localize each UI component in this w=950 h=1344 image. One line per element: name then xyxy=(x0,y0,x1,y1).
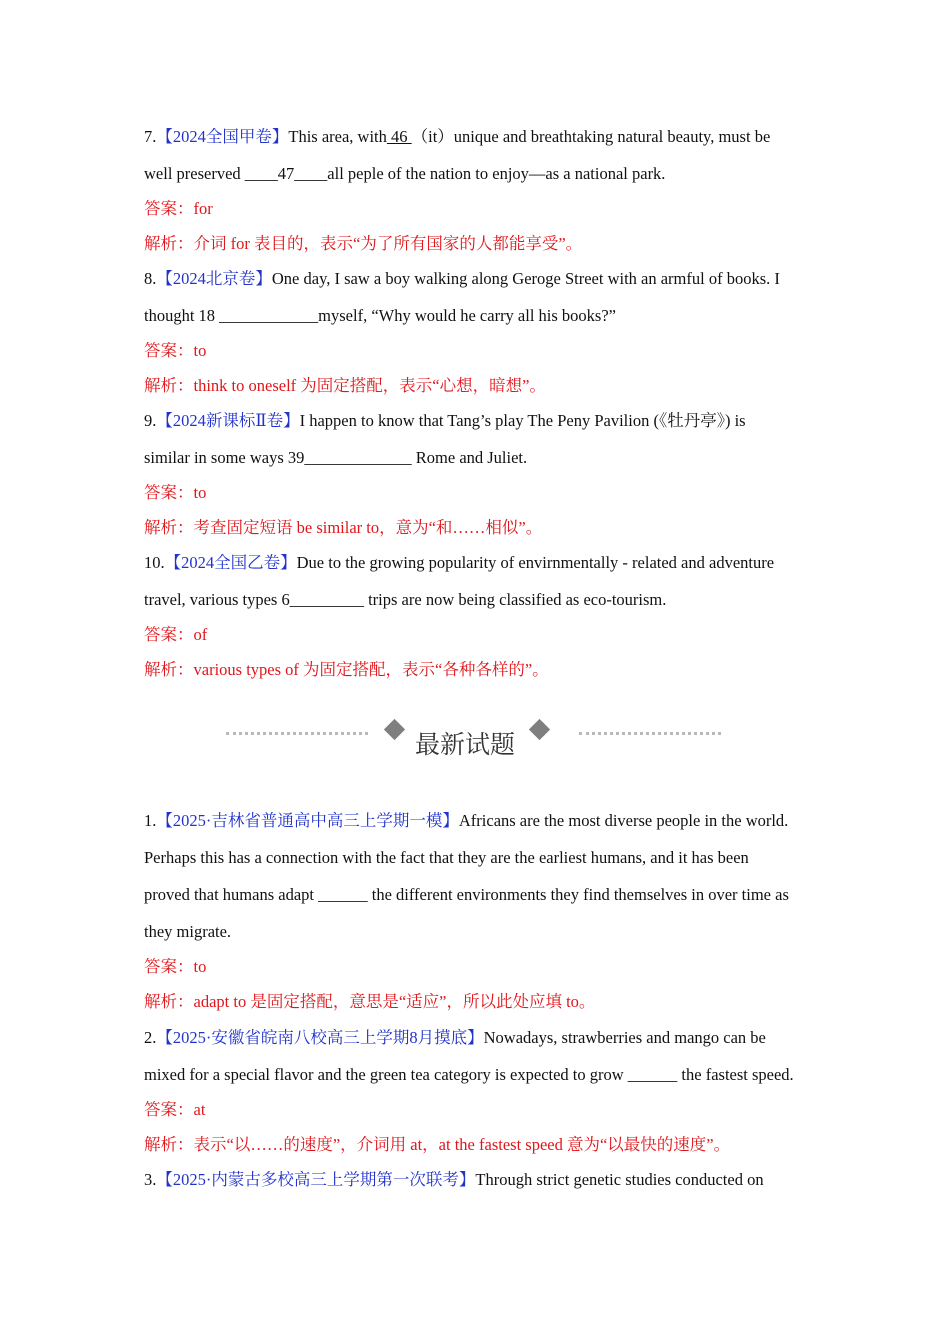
q9-line-2: similar in some ways 39_____________ Rome and Juliet. xyxy=(144,448,528,467)
question-source: 【2024新课标Ⅱ卷】 xyxy=(156,411,300,430)
question-number: 9. xyxy=(144,411,157,430)
q10-analysis: 解析：various types of 为固定搭配，表示“各种各样的”。 xyxy=(144,660,549,679)
q9-answer: 答案：to xyxy=(144,483,207,502)
question-number: 1. xyxy=(144,811,157,830)
q9-line-1 xyxy=(144,411,816,431)
q7-line-1 xyxy=(144,127,816,147)
question-text: This area, with xyxy=(288,127,387,146)
n2-answer: 答案：at xyxy=(144,1100,206,1119)
question-text: Nowadays, strawberries and mango can be xyxy=(483,1028,766,1047)
q7-analysis: 解析：介词 for 表目的，表示“为了所有国家的人都能享受”。 xyxy=(144,234,583,253)
n2-line-1 xyxy=(144,1028,816,1048)
q8-analysis: 解析：think to oneself 为固定搭配，表示“心想，暗想”。 xyxy=(144,376,546,395)
question-text: Africans are the most diverse people in the world. xyxy=(458,811,789,830)
n1-line-2: Perhaps this has a connection with the fact that they are the earliest humans, and it has been xyxy=(144,848,749,867)
q10-answer: 答案：of xyxy=(144,625,208,644)
question-text: One day, I saw a boy walking along Geroge Street with an armful of books. I xyxy=(271,269,780,288)
blank-underlined: 46 xyxy=(386,127,412,146)
section-title: 最新试题 xyxy=(414,730,515,759)
question-source: 【2025·吉林省普通高中高三上学期一模】 xyxy=(156,811,459,830)
q7-line-2: well preserved ____47____all peple of the nation to enjoy—as a national park. xyxy=(144,164,666,183)
question-source: 【2024北京卷】 xyxy=(156,269,272,288)
question-number: 2. xyxy=(144,1028,157,1047)
question-text: I happen to know that Tang’s play The Peny Pavilion (《牡丹亭》) is xyxy=(299,411,746,430)
question-number: 10. xyxy=(144,553,165,572)
n2-line-2: mixed for a special flavor and the green tea category is expected to grow ______ the fastest speed. xyxy=(144,1065,794,1084)
q8-answer: 答案：to xyxy=(144,341,207,360)
question-text: Through strict genetic studies conducted on xyxy=(475,1170,764,1189)
q8-line-2: thought 18 ____________myself, “Why would he carry all his books?” xyxy=(144,306,616,325)
divider-dots-right xyxy=(579,732,721,735)
question-number: 8. xyxy=(144,269,157,288)
n1-line-4: they migrate. xyxy=(144,922,232,941)
q8-line-1 xyxy=(144,269,816,289)
q10-line-2: travel, various types 6_________ trips are now being classified as eco-tourism. xyxy=(144,590,667,609)
question-source: 【2024全国甲卷】 xyxy=(156,127,289,146)
n1-analysis: 解析：adapt to 是固定搭配，意思是“适应”，所以此处应填 to。 xyxy=(144,992,596,1011)
question-number: 3. xyxy=(144,1170,157,1189)
n3-line-1 xyxy=(144,1170,816,1190)
q10-line-1 xyxy=(144,553,816,573)
question-source: 【2025·内蒙古多校高三上学期第一次联考】 xyxy=(156,1170,476,1189)
question-text: （it）unique and breathtaking natural beauty, must be xyxy=(411,127,771,146)
q7-answer: 答案：for xyxy=(144,199,213,218)
n1-answer: 答案：to xyxy=(144,957,207,976)
question-source: 【2024全国乙卷】 xyxy=(164,553,297,572)
question-source: 【2025·安徽省皖南八校高三上学期8月摸底】 xyxy=(156,1028,484,1047)
n1-line-1 xyxy=(144,811,816,831)
question-number: 7. xyxy=(144,127,157,146)
n2-analysis: 解析：表示“以……的速度”，介词用 at，at the fastest speed 意为“以最快的速度”。 xyxy=(144,1135,731,1154)
n1-line-3: proved that humans adapt ______ the different environments they find themselves in over time as xyxy=(144,885,789,904)
question-text: Due to the growing popularity of envirnmentally - related and adventure xyxy=(296,553,775,572)
q9-analysis: 解析：考查固定短语 be similar to，意为“和……相似”。 xyxy=(144,518,543,537)
